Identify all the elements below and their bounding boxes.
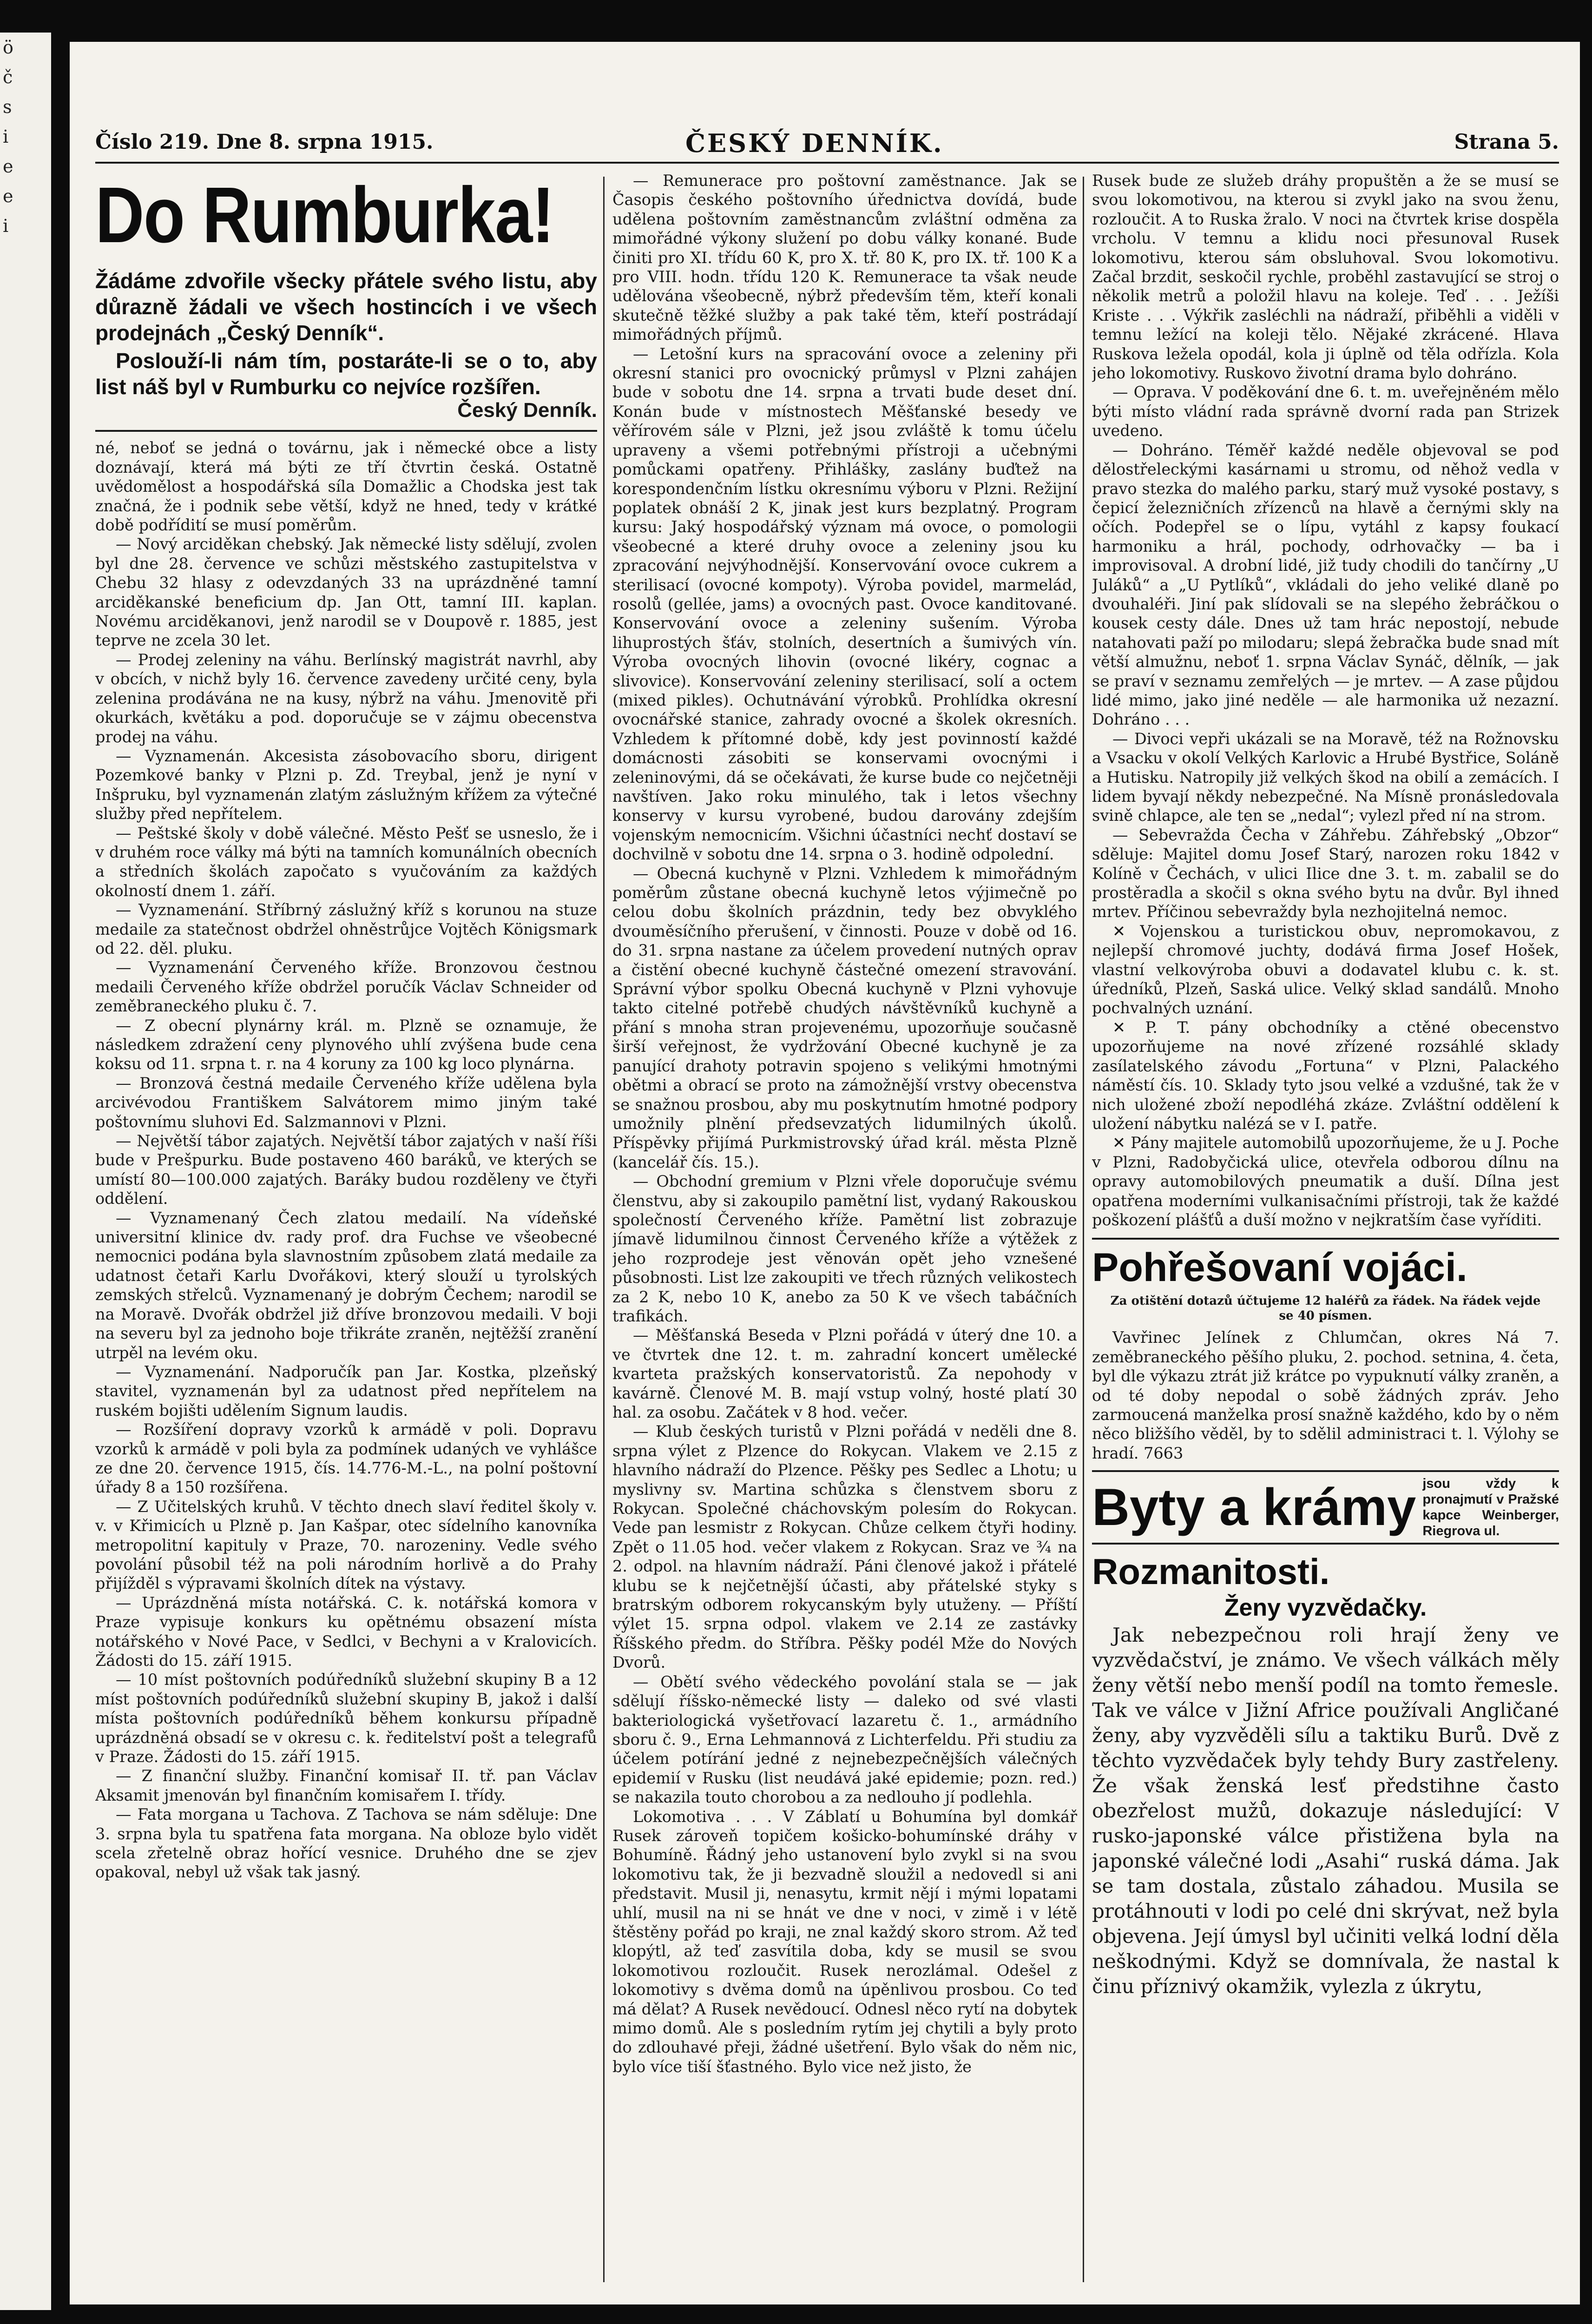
article-paragraph: — Z finanční služby. Finanční komisař II. tř. pan Václav Aksamit jmenován byl finančním komisařem I. třídy.	[95, 1767, 597, 1804]
column-1	[95, 171, 597, 2291]
strip-char: i	[3, 126, 9, 147]
section-rule	[1092, 1543, 1559, 1545]
rozmanitosti-subheading: Ženy vyzvědačky.	[1224, 1594, 1427, 1622]
issue-number-date: Číslo 219. Dne 8. srpna 1915.	[95, 130, 434, 154]
article-paragraph: — Obětí svého vědeckého povolání stala se — jak sdělují říšsko-německé listy — daleko od své vlasti bakteriologická vyšetřovací lazaretu č. 1., armádního sboru č. 9., Erna Lehmannová z Lichterfeldu. Při studiu za účelem potírání jedné z nejnebezpečnějších válečných epidemií v Rusku (list neudává jaké epidemie; pozn. red.) se nakazila touto chorobou a za nedlouho jí podlehla.	[612, 1672, 1077, 1807]
article-paragraph: — Uprázdněná místa notářská. C. k. notářská komora v Praze vypisuje konkurs ku opětnému obsazení místa notářského v Nové Pace, v Sedlci, v Bechyni a v Kralovicích. Žádosti do 15. září 1915.	[95, 1593, 597, 1670]
article-paragraph: né, neboť se jedná o továrnu, jak i německé obce a listy doznávají, která má býti ze tří čtvrtin česká. Ostatně uvědomělost a hospodářská síla Domažlic a Chodska jest tak značná, že i podnik sebe větší, když ne hned, tedy v krátké době podřídití se musí poměrům.	[95, 439, 597, 535]
page-number: Strana 5.	[1454, 130, 1559, 154]
section-rule	[1092, 1470, 1559, 1472]
article-paragraph: — Vyznamenaný Čech zlatou medailí. Na vídeňské universitní klinice dv. rady prof. dra Fuchse ve všeobecné nemocnici podána byla slavnostním způsobem zlatá medaile za udatnost četaři Karlu Dvořákovi, který slouží u tyrolských zemských střelců. Vyznamenaný je dobrým Čechem; narodil se na Moravě. Dvořák obdržel již dříve bronzovou medaili. V boji na severu byl za jednoho boje třikráte zraněn, nejtěžší zranění utrpěl na levém oku.	[95, 1208, 597, 1362]
article-paragraph: — Obecná kuchyně v Plzni. Vzhledem k mimořádným poměrům zůstane obecná kuchyně letos výjimečně po celou dobu školních prázdnin, tedy bez obvyklého dvouměsíčního přerušení, v činnosti. Pouze v době od 16. do 31. srpna nastane za účelem provedení nutných oprav a čistění obecné kuchyně částečné omezení stravování. Správní výbor spolku Obecná kuchyně v Plzni vyhovuje takto citelné potřebě chudých návštěvníků kuchyně a přání s mnoha stran projevenému, upozorňuje současně širší veřejnost, že vydržování Obecné kuchyně je za panující drahoty potravin spojeno s velikými hmotnými obětmi a obrací se proto na zámožnější vrstvy obecenstva se snažnou prosbou, aby mu poskytnutím hmotné podpory umožnily plnění předsevzatých lidumilných úkolů. Příspěvky přijímá Purkmistrovský úřad král. města Plzně (kancelář čís. 15.).	[612, 864, 1077, 1171]
newspaper-page	[70, 42, 1580, 2304]
masthead-rule	[95, 162, 1559, 164]
missing-soldier-notice: Vavřinec Jelínek z Chlumčan, okres Ná 7. zeměbraneckého pěšího pluku, 2. pochod. setnina, 4. četa, byl dle výkazu ztrát již krátce po vypuknutí války zraněn, a od té doby nepodal o sobě žádných zpráv. Jeho zarmoucená manželka prosí snažně každého, kdo by o něm něco bližšího věděl, by to sdělil administraci t. l. Výlohy se hradí. 7663	[1092, 1328, 1559, 1462]
advertisement: ✕ Vojenskou a turistickou obuv, nepromokavou, z nejlepší chromové juchty, dodává firma Josef Hošek, vlastní velkovýroba obuvi a dodavatel klubu c. k. st. úředníků, Plzeň, Saská ulice. Velký sklad sandálů. Mnoho pochvalných uznání.	[1092, 922, 1559, 1017]
article-paragraph: — Měšťanská Beseda v Plzni pořádá v úterý dne 10. a ve čtvrtek dne 12. t. m. zahradní koncert umělecké kvarteta pražských konservatoristů. Za nepohody v kavárně. Členové M. B. mají vstup volný, hosté platí 30 hal. za osobu. Začátek v 8 hod. večer.	[612, 1326, 1077, 1421]
article-paragraph: — Peštské školy v době válečné. Město Pešť se usneslo, že i v druhém roce války má býti na tamních komunálních obecních a středních školách započato s vyučováním za každých okolností dnem 1. září.	[95, 824, 597, 900]
headline-do-rumburka: Do Rumburka!	[95, 171, 554, 259]
article-paragraph: — Sebevražda Čecha v Záhřebu. Záhřebský „Obzor“ sděluje: Majitel domu Josef Starý, narozen roku 1842 v Kolíně v Čechách, v ulici Ilice dne 3. t. m. zabalil se do prostěradla a skočil s okna svého bytu na dvůr. Byl ihned mrtev. Příčinou sebevraždy byla nezhojitelná nemoc.	[1092, 825, 1559, 921]
strip-char: s	[3, 97, 12, 117]
article-paragraph: — Vyznamenání. Stříbrný záslužný kříž s korunou na stuze medaile za statečnost obdržel ohněstrůjce Vojtěch Königsmark od 22. děl. pluku.	[95, 901, 597, 957]
article-paragraph: — Remunerace pro poštovní zaměstnance. Jak se Časopis českého poštovního úřednictva dovídá, bude udělena poštovním zaměstnancům zvláštní odměna za mimořádné výkony služení po dobu války konané. Bude činiti pro XI. třídu 60 K, pro X. tř. 80 K, pro IX. tř. 100 K a pro VIII. hodn. třídu 120 K. Remunerace ta však neude udělována všeobecně, nýbrž především těm, kteří konali skutečně těžké služby a pak také těm, kteří postrádají mimořádných příjmů.	[612, 172, 1077, 344]
rental-advert-text: jsou vždy k pronajmutí v Pražské kapce Weinberger, Riegrova ul.	[1422, 1476, 1559, 1539]
lead-paragraph: Žádáme zdvořile všecky přátele svého listu, aby důrazně žádali ve všech hostincích i ve všech prodejnách „Český Denník“.	[95, 269, 597, 345]
article-paragraph: — Vyznamenání Červeného kříže. Bronzovou čestnou medaili Červeného kříže obdržel poručík Václav Schneider od zeměbraneckého pluku č. 7.	[95, 958, 597, 1016]
article-paragraph: — Nový arciděkan chebský. Jak německé listy sdělují, zvolen byl dne 28. července ve schůzi městského zastupitelstva v Chebu 32 hlasy z odevzdaných 33 na uprázdněné tamní arciděkanské beneficium dp. Jan Ott, tamní III. kaplan. Novému arciděkanovi, jenž narodil se v Doupově r. 1885, jest teprve ne zcela 30 let.	[95, 535, 597, 650]
adjacent-page-strip	[0, 33, 51, 2310]
article-paragraph: — Vyznamenání. Nadporučík pan Jar. Kostka, plzeňský stavitel, vyznamenán byl za udatnost před nepřítelem na ruském bojišti udělením Signum laudis.	[95, 1362, 597, 1419]
advertisement: ✕ Pány majitele automobilů upozorňujeme, že u J. Poche v Plzni, Radobyčická ulice, otevřela odborou dílnu na opravy automobilových pneumatik a duší. Dílna jest opatřena moderními vulkanisačními přístroji, tak že každé poškození plášťů a duší možno v nejkratším čase vyříditi.	[1092, 1134, 1559, 1229]
rental-advert-heading: Byty a krámy	[1092, 1478, 1416, 1537]
column-2	[612, 171, 1077, 2291]
article-paragraph: — Největší tábor zajatých. Největší tábor zajatých v naší říši bude v Prešpurku. Bude postaveno 460 baráků, ve kterých se umístí 80—100.000 zajatých. Baráky budou rozděleny ve čtyři oddělení.	[95, 1132, 597, 1208]
missing-soldiers-note: Za otištění dotazů účtujeme 12 haléřů za řádek. Na řádek vejde se 40 písmen.	[1110, 1294, 1541, 1323]
lead-paragraph-2: Poslouží-li nám tím, postaráte-li se o to, aby list náš byl v Rumburku co nejvíce rozšířen.	[95, 349, 597, 399]
column-divider	[1083, 177, 1084, 2282]
article-paragraph: — Dohráno. Téměř každé neděle objevoval se pod dělostřeleckými kasárnami u stromu, od něhož vedla v pravo stezka do malého parku, starý muž vysoké postavy, s čepicí železničních zřízenců na hlavě a černými skly na očích. Podepřel se o lípu, vytáhl z kapsy foukací harmoniku a hrál, pochody, odrhovačky — ba i improvisoval. A drobní lidé, již tudy chodili do tančírny „U Juláků“ a „U Pytlíků“, vkládali do jeho veliké dlaně po dvouhaléři. Jiní pak slídovali se na slepého žebráčkou o kousek cesty dále. Dnes už tam hrác nepostojí, nebude natahovati paží po milodaru; slepá žebračka bude snad mít větší almužnu, neboť 1. srpna Václav Synáč, dělník, — jak se praví v seznamu zemřelých — je mrtev. — A zase půjdou lidé mimo, jako jiné neděle — ale harmonika už nezazní. Dohráno . . .	[1092, 441, 1559, 729]
article-paragraph: — Z obecní plynárny král. m. Plzně se oznamuje, že následkem zdražení ceny plynového uhlí zvýšena bude cena koksu od 11. srpna t. r. na 4 koruny za 100 kg loco plynárna.	[95, 1016, 597, 1073]
article-paragraph: — Letošní kurs na spracování ovoce a zeleniny při okresní stanici pro ovocnický průmysl v Plzni zahájen bude v sobotu dne 14. srpna a trvati bude deset dní. Konán bude v místnostech Měšťanské besedy ve věřírovém sále v Plzni, jež jsou zvláště k tomu účelu upraveny a všemi potřebnými přístroji a učebnými pomůckami opatřeny. Přihlášky, zaslány buďtež na korespondenčním lístku okresnímu výboru v Plzni. Režijní poplatek obnáší 2 K, jinak jest kurs bezplatný. Program kursu: Jaký hospodářský význam má ovoce, o pomologii všeobecné a které druhy ovoce a zeleniny jsou ku zpracování nejvýhodnější. Konservování ovoce cukrem a sterilisací (ovocné kompoty). Výroba povidel, marmelád, rosolů (gellée, jams) a ovocných past. Ovoce kanditované. Konservování ovoce a zeleniny sušením. Výroba lihuprostých šťáv, stolních, desertních a šumivých vín. Výroba ovocných lihovin (ovocné likéry, cognac a slivovice). Konservování zeleniny sterilisací, solí a octem (mixed pikles). Ochutnávání výrobků. Prohlídka okresní ovocnářské stanice, zahrady ovocné a školek okresních. Vzhledem k přítomné době, kdy jest povinností každé domácnosti zásobiti se konservami ovocnými i zeleninovými, dá se očekávati, že kurse bude co nejčetněji navštíven. Jako roku minulého, tak i letos všechny konservy v kursu vyrobené, budou darovány zdejším vojenským nemocnicím. Všichni účastníci nechť dostaví se dochvilně v sobotu dne 14. srpna o 3. hodině odpolední.	[612, 344, 1077, 864]
newspaper-title: ČESKÝ DENNÍK.	[685, 128, 944, 158]
rental-advert	[1092, 1476, 1559, 1539]
article-paragraph: — Prodej zeleniny na váhu. Berlínský magistrát navrhl, aby v obcích, v nichž byly 16. července zavedeny určité ceny, byla zelenina prodávána ne na kusy, nýbrž na váhu. Jmenovitě při okurkách, květáku a pod. doporučuje se v zájmu obecenstva prodej na váhu.	[95, 650, 597, 746]
strip-char: ö	[3, 37, 13, 58]
article-paragraph: — Klub českých turistů v Plzni pořádá v neděli dne 8. srpna výlet z Plzence do Rokycan. Vlakem ve 2.15 z hlavního nádraží do Plzence. Pěšky pes Sedlec a Lhotu; u myslivny sv. Martina schůzka s členstvem sboru z Rokycan. Společné cháchovským polesím do Rokycan. Vede pan lesmistr z Rokycan. Chůze celkem čtyři hodiny. Zpět o 11.05 hod. večer vlakem z Rokycan. Sraz ve ¾ na 2. odpol. na hlavním nádraží. Páni členové jakož i přátelé klubu se k nejčetnější účasti, aby přátelské styky s bratrským odborem rokycanským byly utuženy. — Příští výlet 15. srpna odpol. vlakem ve 2.14 ze zastávky Říšského předm. do Stříbra. Pěšky podél Mže do Nových Dvorů.	[612, 1422, 1077, 1672]
strip-char: č	[3, 67, 13, 87]
article-paragraph: — Bronzová čestná medaile Červeného kříže udělena byla arcivévodou Františkem Salvátorem mimo jiným také poštovnímu sluhovi Ed. Salzmannovi v Plzni.	[95, 1074, 597, 1131]
article-paragraph: — 10 míst poštovních podúředníků služební skupiny B a 12 míst poštovních podúředníků služební skupiny B, jakož i další místa poštovních podúředníků během konkursu případně uprázdněná obsadí se v okresu c. k. ředitelství pošt a telegrafů v Praze. Žádosti do 15. září 1915.	[95, 1670, 597, 1766]
rozmanitosti-article: Jak nebezpečnou roli hrají ženy ve vyzvědačství, je známo. Ve všech válkách měly ženy větší nebo menší podíl na tomto řemesle. Tak ve válce v Jižní Africe používali Angličané ženy, aby vyzvěděli sílu a taktiku Burů. Dvě z těchto vyzvědaček byly tehdy Bury zastřeleny. Že však ženská lesť předstihne často obezřelost mužů, dokazuje následující: V rusko-japonské válce přistižena byla na japonské válečné lodi „Asahi“ ruská dáma. Jak se tam dostala, zůstalo záhadou. Musila se protáhnouti v lodi po celé dni skrývat, než byla objevena. Její úmysl byl učiniti velká lodní děla neškodnými. Když se domnívala, že nastal k činu příznivý okamžik, vylezla z úkrytu,	[1092, 1624, 1559, 1998]
article-paragraph: Lokomotiva . . . V Záblatí u Bohumína byl domkář Rusek zároveň topičem košicko-bohumínské dráhy v Bohumíně. Řádný jeho ustanovení bylo zvykl si na svou lokomotivu tak, že ji bezvadně sloužil a nedovedl si ani představit. Musil ji, nenasytu, krmit nějí i mými lopatami uhlí, musil na ni se hnát ve dne v noci, v zimě i v létě štěstěny pořád po kraji, ne znal každý skoro strom. Až teď klopýtl, až teď zasvítila doba, kdy se musil se svou lokomotivou rozloučit. Rusek nerozlámal. Odešel z lokomotivy s dvěma domů na úpěnlivou prosbou. Co teď má dělat? A Rusek nevědoucí. Odnesl něco rytí na dobytek mimo domů. Ale s posledním rytím jej chytili a byly proto do zdlouhavé přeji, žádné ušetření. Bylo však do něm nic, bylo více tiší šťastného. Bylo vice než jisto, že	[612, 1807, 1077, 2076]
strip-char: e	[3, 186, 13, 206]
article-paragraph: — Z Učitelských kruhů. V těchto dnech slaví ředitel školy v. v. v Křimicích u Plzně p. Jan Kašpar, otec sídelního kanovníka metropolitní kapituly v Praze, 70. narozeniny. Vedle svého povolání působil též na poli národním horlivě a do Prahy přijížděl s výpravami školních dítek na výstavy.	[95, 1497, 597, 1593]
section-rule	[1092, 1238, 1559, 1240]
strip-char: e	[3, 156, 13, 177]
article-paragraph: — Obchodní gremium v Plzni vřele doporučuje svému členstvu, aby si zakoupilo pamětní list, vydaný Rakouskou společností Červeného kříže. Pamětní list zobrazuje jímavě lidumilnou činnost Červeného kříže a výtěžek z jeho rozprodeje jest věnován opět jeho vznešené působnosti. List lze zakoupiti ve třech různých velikostech za 2 K, nebo 10 K, anebo za 50 K ve všech tabáčních trafikách.	[612, 1172, 1077, 1325]
rozmanitosti-heading: Rozmanitosti.	[1092, 1551, 1330, 1592]
strip-char: i	[3, 216, 9, 236]
article-paragraph: — Oprava. V poděkování dne 6. t. m. uveřejněném mělo býti místo vládní rada správně dvorní rada pan Strizek uvedeno.	[1092, 383, 1559, 440]
headline-rule	[95, 430, 597, 432]
article-paragraph: Rusek bude ze služeb dráhy propuštěn a že se musí se svou lokomotivou, na kterou si zvykl jako na svou ženu, rozloučit. A to Ruska žralo. V noci na čtvrtek krise dospěla vrcholu. V temnu a klidu noci přesunoval Rusek lokomotivu, kterou sám obsluhoval. Svou lokomotivu. Začal brzdit, seskočil rychle, proběhl zastavující se stroj o několik metrů a položil hlavu na koleje. Teď . . . Ježíši Kriste . . . Výkřik zasléchli na nádraží, přiběhli a viděli v temnu ležící na koleji tělo. Nějaké zkrácené. Hlava Ruskova ležela opodál, kola ji úplně od těla odřízla. Kola jeho lokomotivy. Ruskovo životní drama bylo dohráno.	[1092, 172, 1559, 383]
masthead	[95, 130, 1559, 158]
article-paragraph: — Rozšíření dopravy vzorků k armádě v poli. Dopravu vzorků k armádě v poli byla za podmínek udaných ve vyhlášce ze dne 20. července 1915, čís. 14.776-M.-L., na polní poštovní úřady 8 a 150 rozšířena.	[95, 1420, 597, 1497]
column-3	[1092, 171, 1559, 2291]
signature: Český Denník.	[457, 399, 597, 422]
article-paragraph: — Divoci vepři ukázali se na Moravě, též na Rožnovsku a Vsacku v okolí Velkých Karlovic a Hrubé Bystřice, Soláně a Hutisku. Natropily již velkých škod na obilí a zemácích. I lidem byvají někdy nebezpečné. Na Mísně pronásledovala svině chlapce, ale ten se „nedal“; vylezl před ní na strom.	[1092, 729, 1559, 825]
article-paragraph: — Fata morgana u Tachova. Z Tachova se nám sděluje: Dne 3. srpna byla tu spatřena fata morgana. Na obloze bylo vidět scela zřetelně obraz hořící vesnice. Druhého dne se zjev opakoval, nebyl už však tak jasný.	[95, 1805, 597, 1882]
advertisement: ✕ P. T. pány obchodníky a ctěné obecenstvo upozorňujeme na nové zřízené rozsáhlé sklady zasílatelského závodu „Fortuna“ v Plzni, Palackého náměstí čís. 10. Sklady tyto jsou velké a vzdušné, tak že v nich uložené zboží nepodléhá zkáze. Zvláštní oddělení k uložení nábytku nalézá se v I. patře.	[1092, 1018, 1559, 1133]
missing-soldiers-heading: Pohřešovaní vojáci.	[1092, 1245, 1467, 1290]
article-paragraph: — Vyznamenán. Akcesista zásobovacího sboru, dirigent Pozemkové banky v Plzni p. Zd. Treybal, jenž je nyní v Inšpruku, byl vyznamenán zlatým záslužným křížem za výtečné služby před nepřítelem.	[95, 746, 597, 823]
column-divider	[603, 177, 605, 2282]
